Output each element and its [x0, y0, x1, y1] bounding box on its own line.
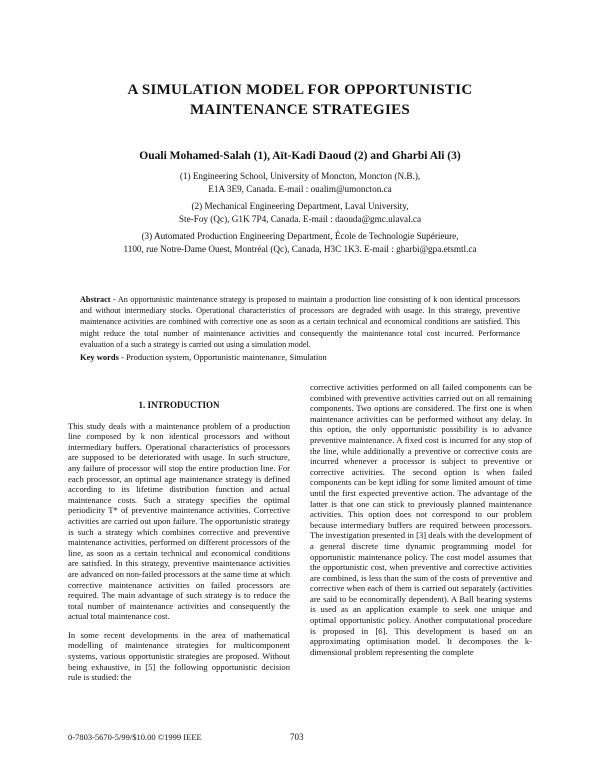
affiliation-1 — [80, 170, 520, 195]
page-number: 703 — [290, 732, 304, 742]
affiliation-2-line-2: Ste-Foy (Qc), G1K 7P4, Canada. E-mail : daouda@gmc.ulaval.ca — [178, 213, 422, 224]
title-line-1: A SIMULATION MODEL FOR OPPORTUNISTIC — [127, 82, 473, 98]
affiliation-3 — [60, 230, 540, 255]
footer-copyright: 0-7803-5670-5/99/$10.00 ©1999 IEEE — [68, 732, 202, 742]
abstract-label: Abstract — [80, 295, 111, 304]
right-paragraph-1: corrective activities performed on all failed components can be combined with preventive activities carried out on all remaining components. Two options are considered. The first one is when maintenance activities can be performed without any delay. In this option, the only opportunistic possibility is to advance preventive maintenance. A fixed cost is incurred for any stop of the line, while additionally a preventive or corrective costs are incurred whenever a processor is subject to preventive or corrective activities. The second option is when failed components can be kept idling for some limited amount of time until the first expected preventive action. The advantage of the latter is that one can stick to previously planned maintenance activities. This option does not correspond to our problem because intermediary buffers are required between processors. The investigation presented in [3] deals with the development of a general discrete time dynamic programming model for opportunistic maintenance policy. The cost model assumes that the opportunistic cost, when preventive and corrective activities are combined, is less than the sum of the costs of preventive and corrective when each of them is carried out separately (activities are said to be economically dependent). A Ball bearing systems is used as an application example to seek one unique and optimal opportunistic policy. Another computational procedure is proposed in [6]. This development is based on an approximating optimisation model. It decomposes the k-dimensional problem representing the complete — [310, 382, 532, 657]
affiliation-3-line-1: (3) Automated Production Engineering Department, École de Technologie Supérieure, — [141, 231, 459, 241]
affiliation-3-line-2: 1100, rue Notre-Dame Ouest, Montréal (Qc), Canada, H3C 1K3. E-mail : gharbi@gpa.etsmtl.ca — [123, 243, 477, 254]
affiliation-2 — [80, 200, 520, 225]
left-paragraph-1: This study deals with a maintenance problem of a production line composed by k non identical processors and without intermediary buffers. Operational characteristics of processors are supposed to be deteriorated with usage. In such structure, any failure of processor will stop the entire production line. For each processor, an optimal age maintenance strategy is defined according to its lifetime distribution function and actual maintenance costs. Such a strategy specifies the optimal periodicity T* of preventive maintenance activities. Corrective activities are carried out upon failure. The opportunistic strategy is such a strategy which combines corrective and preventive maintenance activities, performed on different processors of the line, as soon as a certain technical and economical conditions are satisfied. In this strategy, preventive maintenance activities are advanced on non-failed processors at the same time at which corrective maintenance activities on failed processors are required. The main advantage of such strategy is to reduce the total number of maintenance activities and consequently the actual total maintenance cost. — [68, 420, 290, 622]
affiliation-1-line-2: E1A 3E9, Canada. E-mail : oualim@umoncton.ca — [208, 183, 392, 194]
abstract — [80, 294, 520, 350]
affiliation-2-line-1: (2) Mechanical Engineering Department, Laval University, — [191, 201, 409, 211]
section-heading: 1. INTRODUCTION — [138, 400, 220, 410]
affiliation-1-line-1: (1) Engineering School, University of Moncton, Moncton (N.B.), — [179, 171, 421, 181]
left-column — [68, 400, 290, 691]
keywords-text: - Production system, Opportunistic maintenance, Simulation — [118, 352, 327, 362]
keywords — [80, 352, 520, 363]
left-paragraph-2: In some recent developments in the area of mathematical modelling of maintenance strategies for multicomponent systems, various opportunistic strategies are proposed. Without being exhaustive, in [5] the following opportunistic decision rule is studied: the — [68, 629, 290, 683]
title-line-2: MAINTENANCE STRATEGIES — [189, 102, 411, 118]
authors-line: Ouali Mohamed-Salah (1), Aït-Kadi Daoud (2) and Gharbi Ali (3) — [139, 150, 461, 162]
paper-title — [60, 80, 540, 120]
right-column — [310, 382, 532, 665]
keywords-label: Key words — [80, 352, 119, 362]
abstract-text: - An opportunistic maintenance strategy is proposed to maintain a production line consisting of k non identical processors and without intermediary stocks. Operational characteristics of processors are degraded with usage. In this strategy, preventive maintenance activities are combined with corrective one as soon as a certain technical and economical conditions are satisfied. This might reduce the total number of maintenance activities and consequently the maintenance total cost incurred. Performance evaluation of a such a strategy is carried out using a simulation model. — [80, 295, 520, 349]
